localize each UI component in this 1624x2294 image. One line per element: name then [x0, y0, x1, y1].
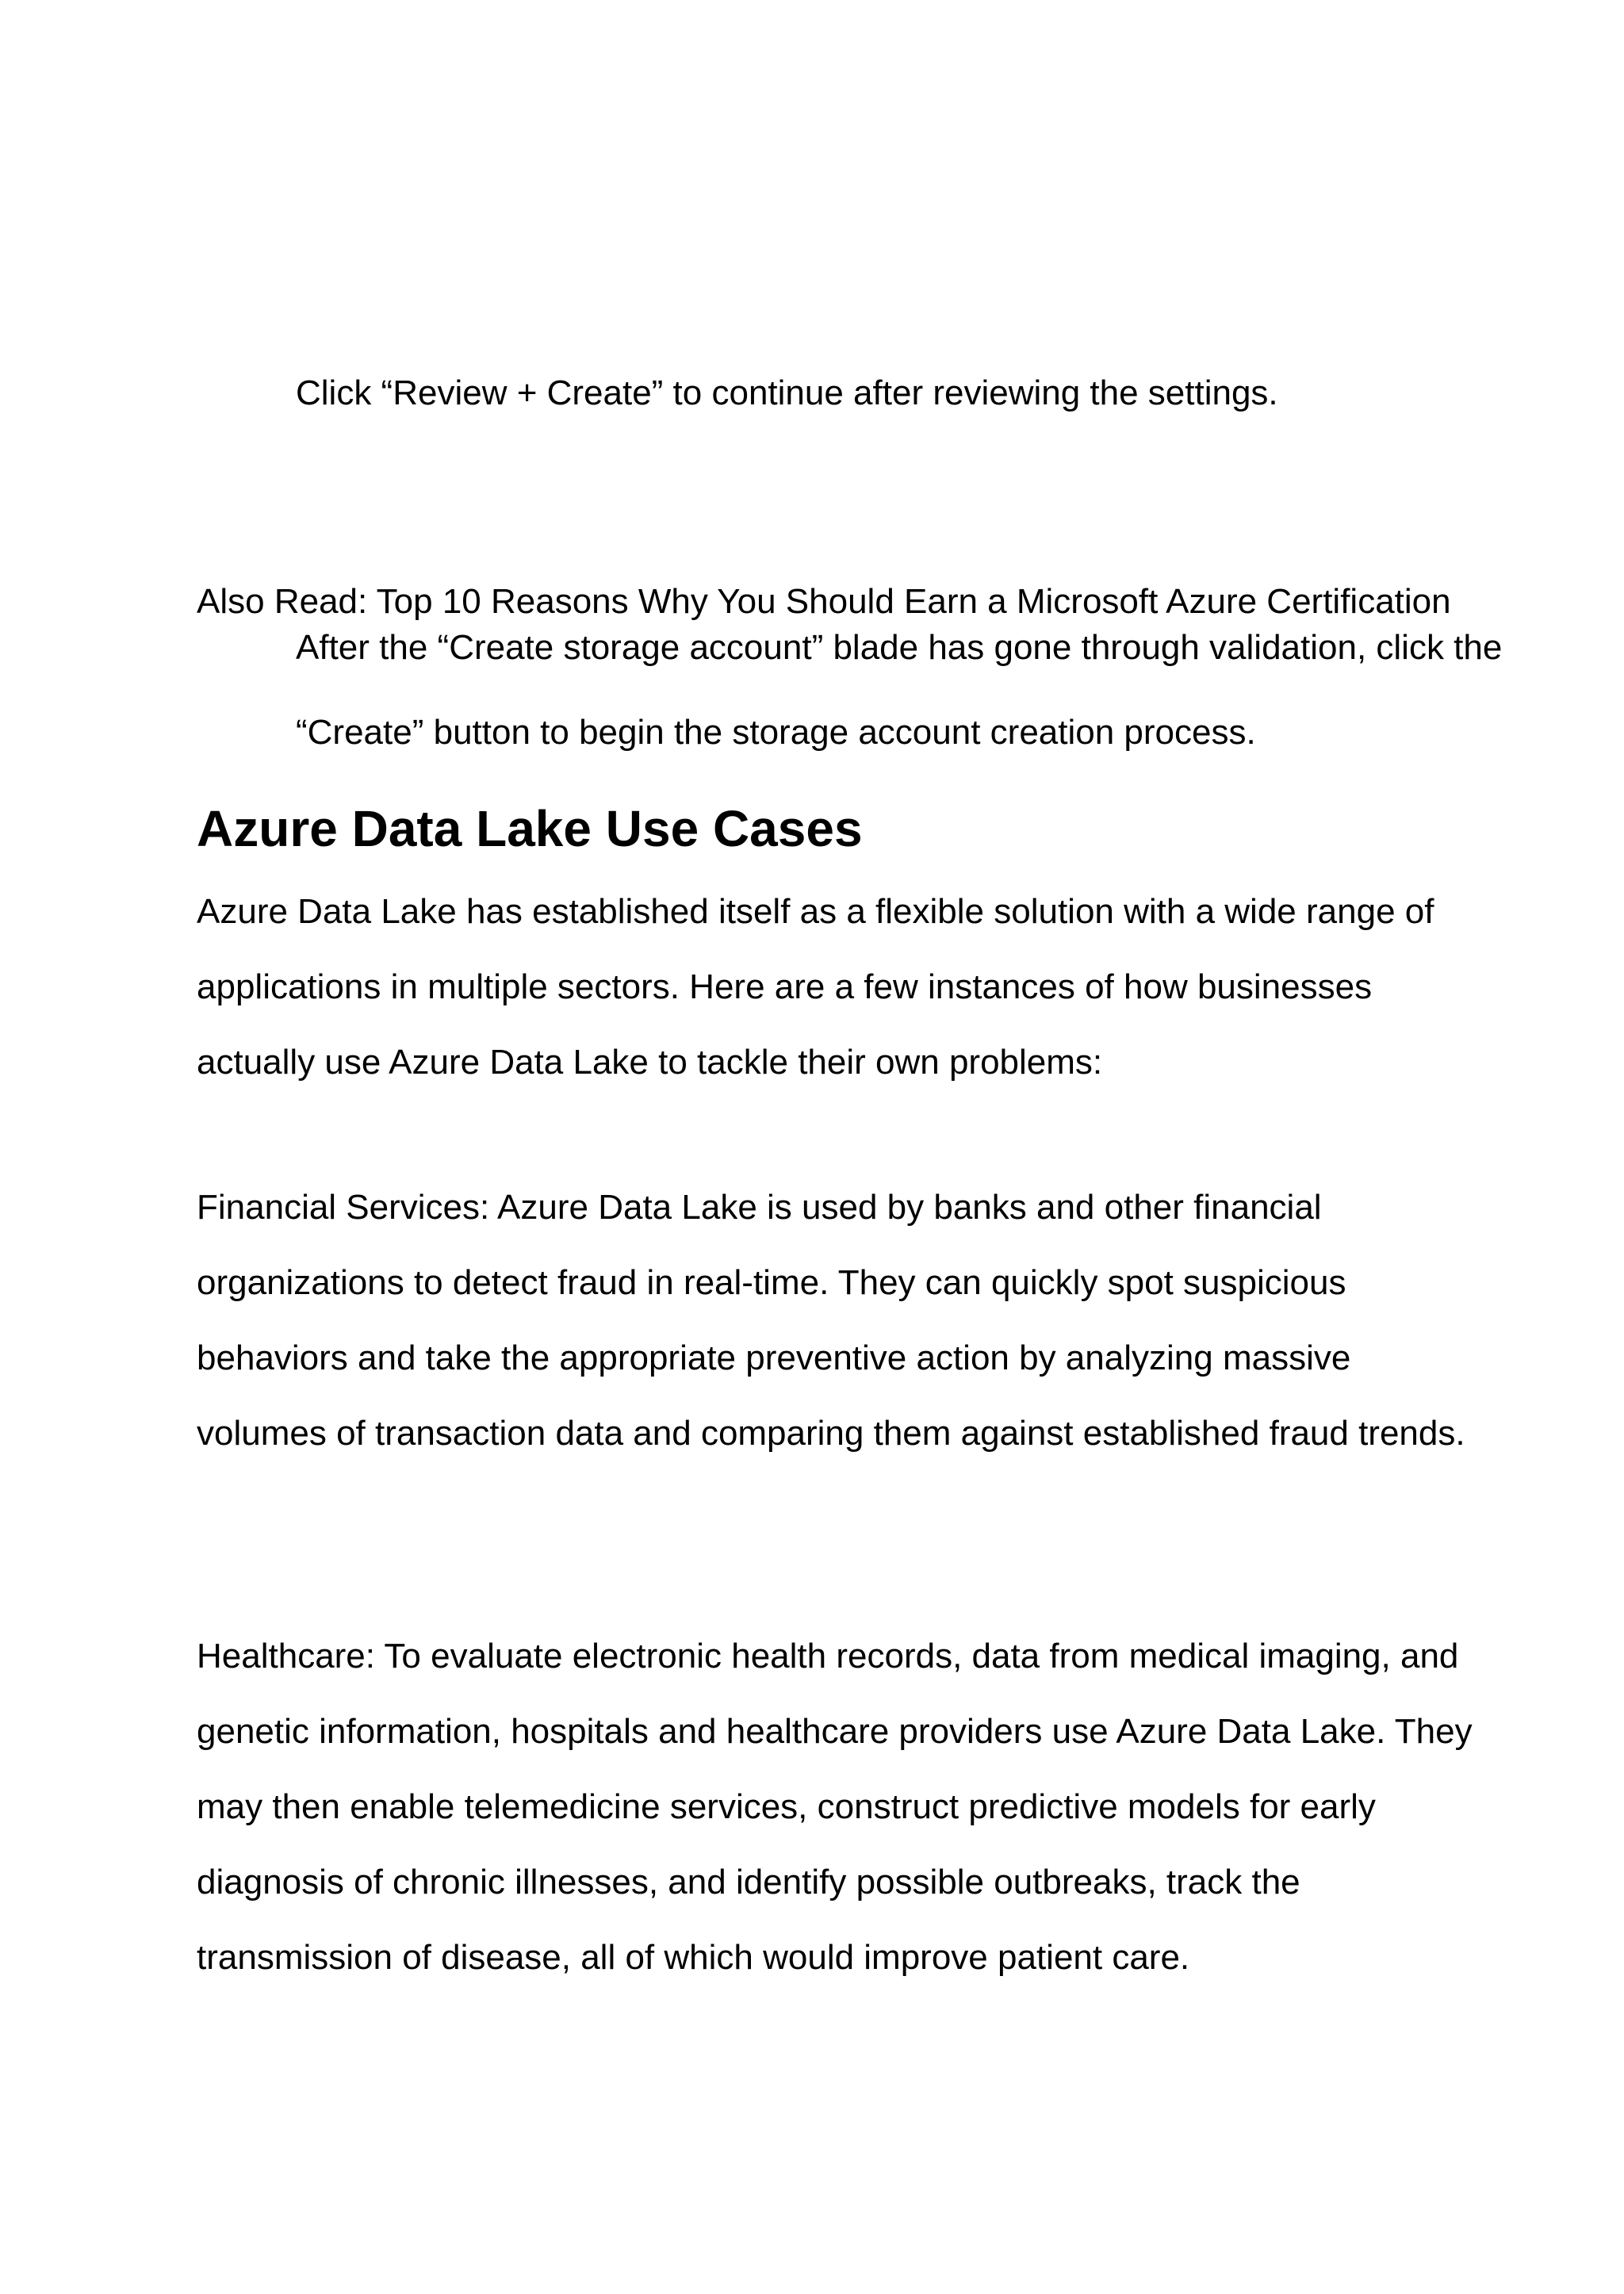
financial-services-paragraph: Financial Services: Azure Data Lake is used by banks and other financial organizations to detect fraud in real-time. They can quickly spot suspicious behaviors and take the appropriate preventive action by analyzing massive volumes of transaction data and comparing them against established fraud trends. — [197, 1188, 1465, 1453]
step-review-create: Click “Review + Create” to continue after reviewing the settings. — [296, 373, 1278, 412]
step-create-button: After the “Create storage account” blade has gone through validation, click the “Create” button to begin the storage account creation process. — [296, 628, 1512, 752]
healthcare-paragraph: Healthcare: To evaluate electronic health records, data from medical imaging, and genetic information, hospitals and healthcare providers use Azure Data Lake. They may then enable telemedicine services, construct predictive models for early diagnosis of chronic illnesses, and identify possible outbreaks, track the transmission of disease, all of which would improve patient care. — [197, 1637, 1482, 1977]
also-read-link[interactable]: Also Read: Top 10 Reasons Why You Should Earn a Microsoft Azure Certification — [197, 582, 1451, 621]
section-heading: Azure Data Lake Use Cases — [197, 800, 863, 857]
intro-paragraph: Azure Data Lake has established itself as a flexible solution with a wide range of applications in multiple sectors. Here are a few instances of how businesses actually use Azure Data Lake to tackle their own problems: — [197, 892, 1444, 1082]
